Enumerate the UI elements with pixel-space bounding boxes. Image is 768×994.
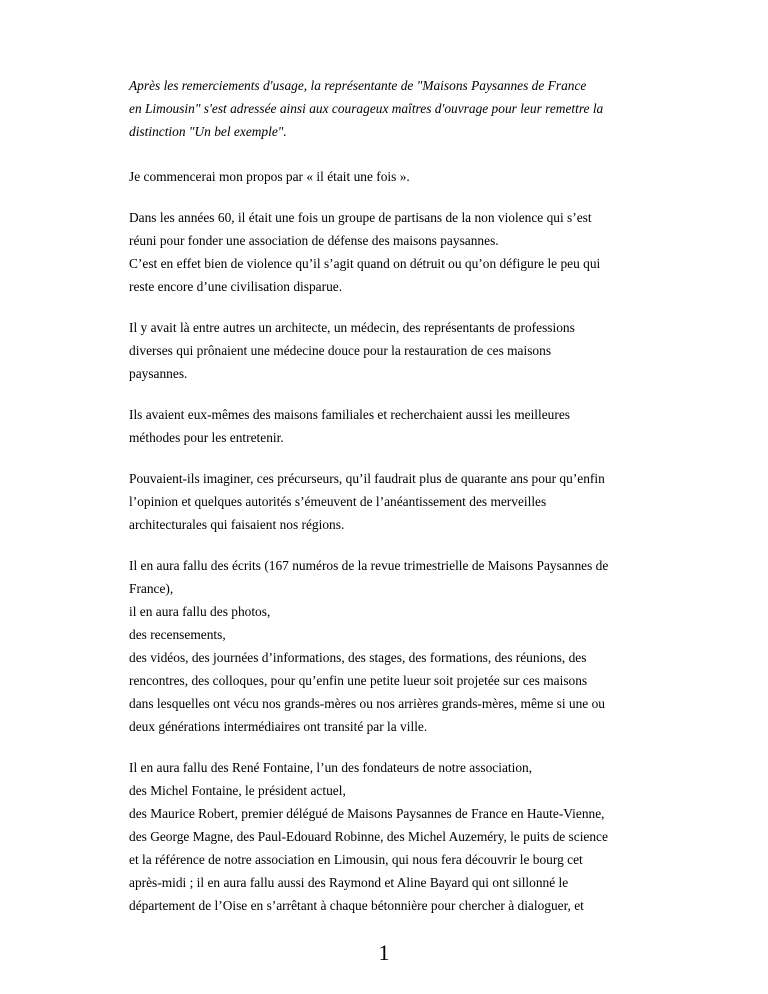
text-line: en Limousin" s'est adressée ainsi aux courageux maîtres d'ouvrage pour leur remettre la bbox=[129, 101, 604, 116]
paragraph bbox=[129, 554, 649, 738]
text-line: Il en aura fallu des René Fontaine, l’un des fondateurs de notre association, bbox=[129, 760, 533, 775]
paragraph bbox=[129, 165, 649, 188]
text-line: Dans les années 60, il était une fois un groupe de partisans de la non violence qui s’est bbox=[129, 210, 592, 225]
text-line: des Michel Fontaine, le président actuel, bbox=[129, 783, 346, 798]
text-line: paysannes. bbox=[129, 366, 188, 381]
text-line: département de l’Oise en s’arrêtant à chaque bétonnière pour chercher à dialoguer, et bbox=[129, 898, 584, 913]
text-line: des George Magne, des Paul-Edouard Robinne, des Michel Auzeméry, le puits de science bbox=[129, 829, 608, 844]
text-line: Pouvaient-ils imaginer, ces précurseurs, qu’il faudrait plus de quarante ans pour qu’enfin bbox=[129, 471, 605, 486]
text-line: des vidéos, des journées d’informations, des stages, des formations, des réunions, des bbox=[129, 650, 587, 665]
text-line: et la référence de notre association en Limousin, qui nous fera découvrir le bourg cet bbox=[129, 852, 583, 867]
text-line: Il y avait là entre autres un architecte, un médecin, des représentants de professions bbox=[129, 320, 575, 335]
text-line: après-midi ; il en aura fallu aussi des Raymond et Aline Bayard qui ont sillonné le bbox=[129, 875, 569, 890]
text-line: des Maurice Robert, premier délégué de Maisons Paysannes de France en Haute-Vienne, bbox=[129, 806, 605, 821]
text-line: Après les remerciements d'usage, la représentante de "Maisons Paysannes de France bbox=[129, 78, 587, 93]
text-line: France), bbox=[129, 581, 174, 596]
page-number: 1 bbox=[378, 940, 390, 965]
text-line: l’opinion et quelques autorités s’émeuvent de l’anéantissement des merveilles bbox=[129, 494, 547, 509]
text-line: reste encore d’une civilisation disparue. bbox=[129, 279, 343, 294]
text-line: distinction "Un bel exemple". bbox=[129, 124, 287, 139]
text-line: méthodes pour les entretenir. bbox=[129, 430, 284, 445]
text-line: Il en aura fallu des écrits (167 numéros de la revue trimestrielle de Maisons Paysannes de bbox=[129, 558, 609, 573]
paragraph bbox=[129, 756, 649, 917]
text-line: architecturales qui faisaient nos régions. bbox=[129, 517, 345, 532]
paragraph bbox=[129, 316, 649, 385]
text-line: des recensements, bbox=[129, 627, 226, 642]
text-line: C’est en effet bien de violence qu’il s’agit quand on détruit ou qu’on défigure le peu qui bbox=[129, 256, 601, 271]
text-line: il en aura fallu des photos, bbox=[129, 604, 271, 619]
intro-paragraph bbox=[129, 74, 649, 143]
text-line: réuni pour fonder une association de défense des maisons paysannes. bbox=[129, 233, 499, 248]
text-line: rencontres, des colloques, pour qu’enfin une petite lueur soit projetée sur ces maisons bbox=[129, 673, 588, 688]
document-body bbox=[129, 74, 649, 917]
text-line: deux générations intermédiaires ont transité par la ville. bbox=[129, 719, 428, 734]
paragraph bbox=[129, 206, 649, 298]
text-line: diverses qui prônaient une médecine douce pour la restauration de ces maisons bbox=[129, 343, 552, 358]
text-line: Je commencerai mon propos par « il était une fois ». bbox=[129, 169, 410, 184]
paragraph bbox=[129, 467, 649, 536]
text-line: Ils avaient eux-mêmes des maisons familiales et recherchaient aussi les meilleures bbox=[129, 407, 570, 422]
paragraph bbox=[129, 403, 649, 449]
text-line: dans lesquelles ont vécu nos grands-mères ou nos arrières grands-mères, même si une ou bbox=[129, 696, 605, 711]
